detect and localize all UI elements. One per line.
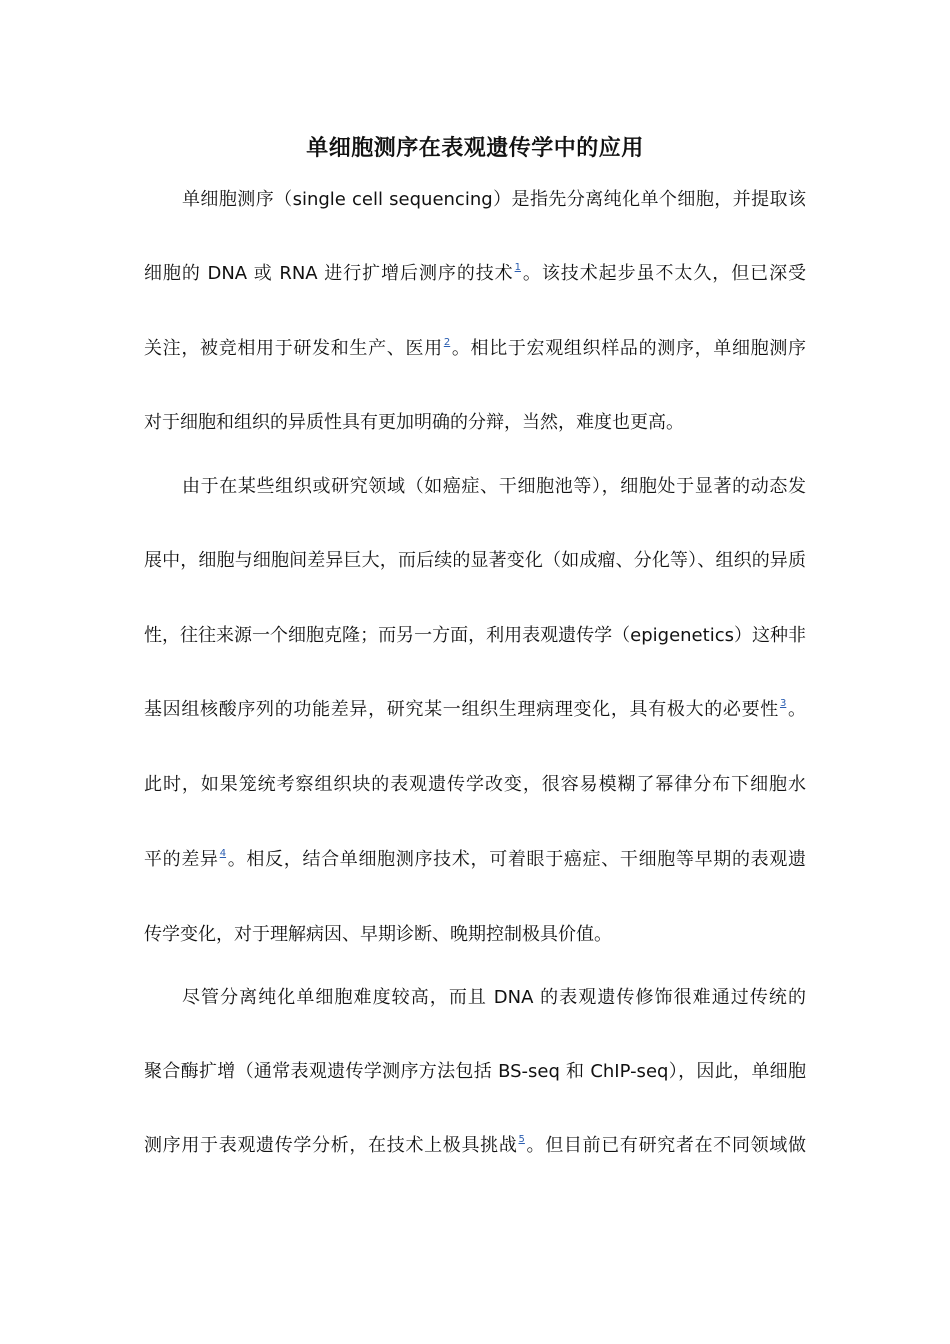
line-text: 尽管分离纯化单细胞难度较高，而且 DNA 的表观遗传修饰很难通过传统的 bbox=[182, 987, 806, 1008]
citation-link[interactable]: 5 bbox=[518, 1134, 525, 1145]
line-text: 性，往往来源一个细胞克隆；而另一方面，利用表观遗传学（epigenetics）这种非 bbox=[144, 625, 806, 646]
paragraph-line bbox=[144, 695, 806, 725]
line-text: 测序用于表观遗传学分析，在技术上极具挑战 bbox=[144, 1135, 518, 1156]
paragraph-line bbox=[182, 185, 806, 215]
citation-link[interactable]: 2 bbox=[443, 337, 451, 348]
citation-link[interactable]: 4 bbox=[219, 848, 227, 859]
citation-link[interactable]: 1 bbox=[514, 262, 521, 273]
paragraph-line bbox=[144, 621, 806, 651]
line-text: 。 bbox=[787, 699, 807, 720]
paragraph-line bbox=[144, 259, 806, 289]
line-text: 对于细胞和组织的异质性具有更加明确的分辩，当然，难度也更高。 bbox=[144, 412, 684, 433]
line-text: 单细胞测序（single cell sequencing）是指先分离纯化单个细胞，并提取该 bbox=[182, 189, 806, 210]
paragraph-line bbox=[182, 472, 806, 502]
document-title: 单细胞测序在表观遗传学中的应用 bbox=[306, 136, 644, 161]
line-text: 由于在某些组织或研究领域（如癌症、干细胞池等），细胞处于显著的动态发 bbox=[182, 476, 806, 497]
line-text: 基因组核酸序列的功能差异，研究某一组织生理病理变化，具有极大的必要性 bbox=[144, 699, 779, 720]
paragraph-line bbox=[144, 546, 806, 576]
paragraph-line bbox=[144, 770, 806, 800]
line-text: 。该技术起步虽不太久，但已深受 bbox=[522, 263, 807, 284]
line-text: 关注，被竞相用于研发和生产、医用 bbox=[144, 338, 443, 359]
paragraph-line bbox=[144, 920, 806, 950]
line-text: 此时，如果笼统考察组织块的表观遗传学改变，很容易模糊了幂律分布下细胞水 bbox=[144, 774, 806, 795]
paragraph-line bbox=[182, 983, 806, 1013]
line-text: 。但目前已有研究者在不同领域做 bbox=[525, 1135, 806, 1156]
citation-link[interactable]: 3 bbox=[779, 698, 787, 709]
line-text: 传学变化，对于理解病因、早期诊断、晚期控制极具价值。 bbox=[144, 924, 612, 945]
paragraph-line bbox=[144, 334, 806, 364]
paragraph-line bbox=[144, 1131, 806, 1161]
paragraph-line bbox=[144, 845, 806, 875]
line-text: 聚合酶扩增（通常表观遗传学测序方法包括 BS-seq 和 ChIP-seq），因此，单细胞 bbox=[144, 1061, 806, 1082]
paragraph-line bbox=[144, 408, 806, 438]
line-text: 平的差异 bbox=[144, 849, 219, 870]
line-text: 。相反，结合单细胞测序技术，可着眼于癌症、干细胞等早期的表观遗 bbox=[227, 849, 806, 870]
line-text: 展中，细胞与细胞间差异巨大，而后续的显著变化（如成瘤、分化等）、组织的异质 bbox=[144, 550, 806, 571]
line-text: 细胞的 DNA 或 RNA 进行扩增后测序的技术 bbox=[144, 263, 514, 284]
line-text: 。相比于宏观组织样品的测序，单细胞测序 bbox=[451, 338, 807, 359]
paragraph-line bbox=[144, 1057, 806, 1087]
